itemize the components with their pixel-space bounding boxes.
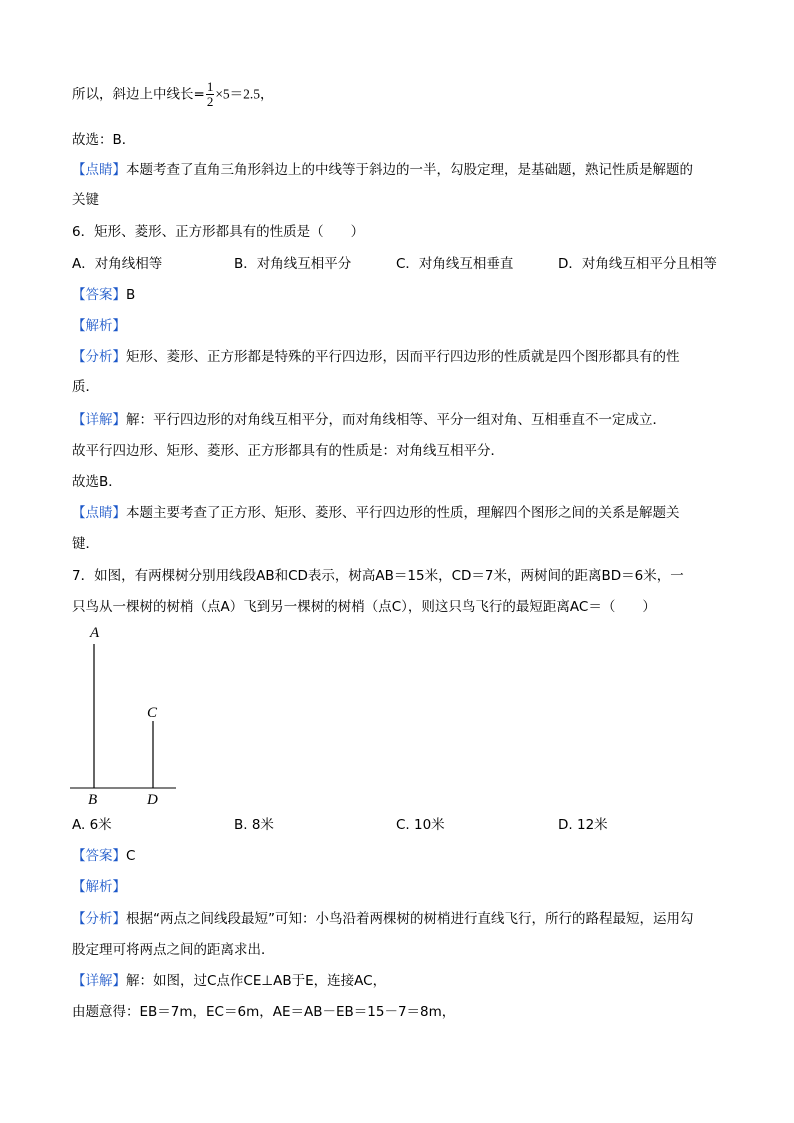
fraction-numerator: 1 xyxy=(206,79,214,94)
question-6: 6．矩形、菱形、正方形都具有的性质是（ ） xyxy=(72,224,365,240)
xiangjie-line-7a xyxy=(72,971,386,991)
fraction xyxy=(206,80,215,109)
answer-value: B xyxy=(126,287,136,303)
answer-value: C xyxy=(126,848,136,864)
jiexi-line-7 xyxy=(72,877,126,897)
option-a: A. 6米 xyxy=(72,817,112,833)
question-7-line-1: 7．如图，有两棵树分别用线段AB和CD表示，树高AB＝15米，CD＝7米，两树间的距离BD＝6米，一 xyxy=(72,568,684,584)
xiangjie-tag: 【详解】 xyxy=(72,412,126,428)
xiangjie-tag: 【详解】 xyxy=(72,973,126,989)
fenxi-tag: 【分析】 xyxy=(72,911,126,927)
fenxi-tag: 【分析】 xyxy=(72,349,126,365)
dianjing-line-6a xyxy=(72,503,680,523)
xiangjie-line-6a xyxy=(72,410,666,430)
option-c: C. 10米 xyxy=(396,817,445,833)
label-d: D xyxy=(147,792,158,808)
answer-line-6 xyxy=(72,285,135,305)
jiexi-tag: 【解析】 xyxy=(72,879,126,895)
xiangjie-line-7b: 由题意得：EB＝7m，EC＝6m，AE＝AB－EB＝15－7＝8m， xyxy=(72,1004,456,1020)
text: 本题考查了直角三角形斜边上的中线等于斜边的一半，勾股定理，是基础题，熟记性质是解题的 xyxy=(126,162,693,178)
dianjing-line-2: 关键 xyxy=(72,192,99,208)
jiexi-tag: 【解析】 xyxy=(72,318,126,334)
text: 根据“两点之间线段最短”可知：小鸟沿着两棵树的树梢进行直线飞行，所行的路程最短，运用勾 xyxy=(126,911,694,927)
question-6-options xyxy=(72,254,732,274)
dianjing-tag: 【点睛】 xyxy=(72,162,126,178)
dianjing-tag: 【点睛】 xyxy=(72,505,126,521)
dianjing-line-1 xyxy=(72,160,693,180)
text: ×5＝2.5， xyxy=(215,86,274,102)
option-d: D．对角线互相平分且相等 xyxy=(558,256,717,272)
option-a: A．对角线相等 xyxy=(72,256,163,272)
xiangjie-line-6b: 故平行四边形、矩形、菱形、正方形都具有的性质是：对角线互相平分． xyxy=(72,443,504,459)
option-b: B．对角线互相平分 xyxy=(234,256,352,272)
label-a: A xyxy=(90,625,100,641)
fenxi-line-6b: 质． xyxy=(72,379,99,395)
option-c: C．对角线互相垂直 xyxy=(396,256,514,272)
text: 解：如图，过C点作CE⊥AB于E，连接AC， xyxy=(126,973,387,989)
fraction-denominator: 2 xyxy=(206,94,214,109)
label-b: B xyxy=(88,792,98,808)
question-7-options xyxy=(72,815,732,835)
solution-line-median xyxy=(72,80,274,109)
question-7-line-2: 只鸟从一棵树的树梢（点A）飞到另一棵树的树梢（点C），则这只鸟飞行的最短距离AC＝（ ） xyxy=(72,599,656,615)
answer-choice-line: 故选：B． xyxy=(72,132,136,148)
fenxi-line-7b: 股定理可将两点之间的距离求出． xyxy=(72,942,275,958)
fenxi-line-6a xyxy=(72,347,680,367)
dianjing-line-6b: 键． xyxy=(72,536,99,552)
text: 解：平行四边形的对角线互相平分，而对角线相等、平分一组对角、互相垂直不一定成立． xyxy=(126,412,666,428)
jiexi-line-6 xyxy=(72,316,126,336)
answer-tag: 【答案】 xyxy=(72,848,126,864)
xiangjie-line-6c: 故选B． xyxy=(72,474,122,490)
fenxi-line-7a xyxy=(72,909,694,929)
tree-diagram xyxy=(68,622,188,812)
option-d: D. 12米 xyxy=(558,817,608,833)
label-c: C xyxy=(147,705,158,721)
text: 矩形、菱形、正方形都是特殊的平行四边形，因而平行四边形的性质就是四个图形都具有的性 xyxy=(126,349,680,365)
answer-line-7 xyxy=(72,846,135,866)
text: 所以，斜边上中线长= xyxy=(72,86,205,103)
option-b: B. 8米 xyxy=(234,817,274,833)
answer-tag: 【答案】 xyxy=(72,287,126,303)
text: 本题主要考查了正方形、矩形、菱形、平行四边形的性质，理解四个图形之间的关系是解题关 xyxy=(126,505,680,521)
